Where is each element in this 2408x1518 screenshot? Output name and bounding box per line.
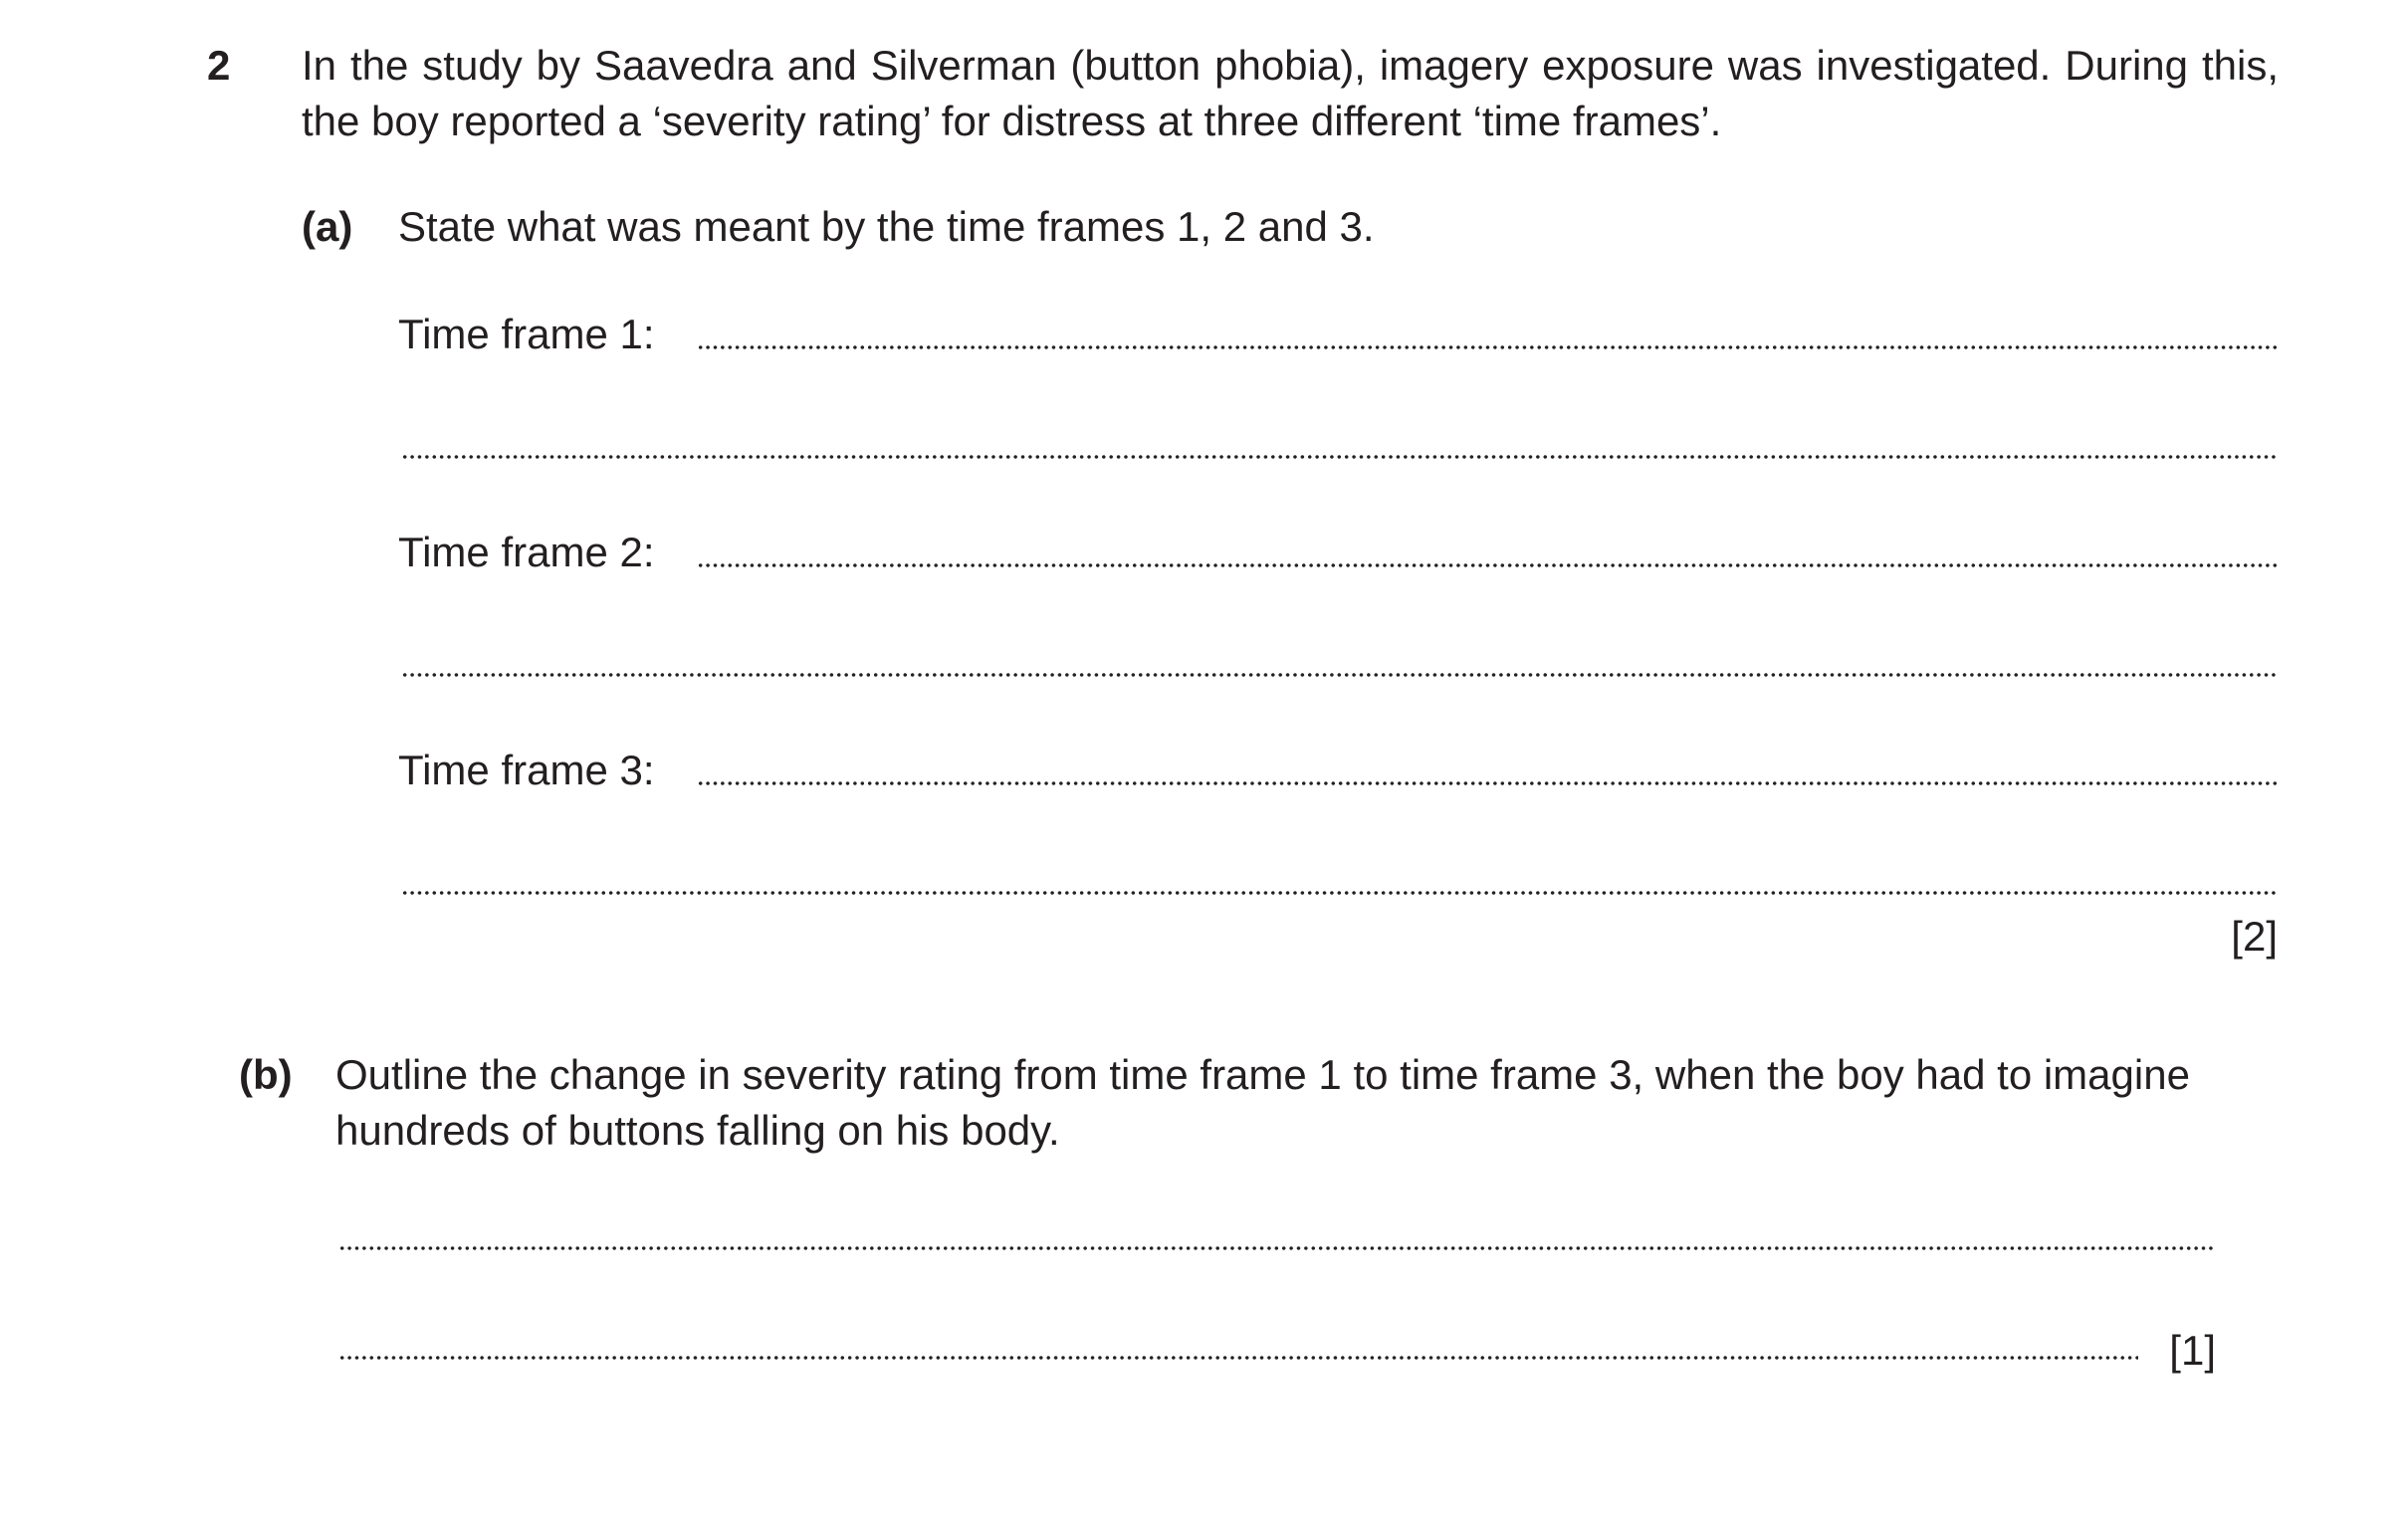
part-a-question: State what was meant by the time frames 1, 2 and 3. (398, 203, 1375, 250)
time-frame-3-answer-line-1[interactable] (697, 781, 2278, 785)
part-b-label: (b) (239, 1051, 293, 1098)
time-frame-1-label: Time frame 1: (398, 311, 655, 357)
part-b-answer-line-2[interactable] (338, 1356, 2138, 1360)
time-frame-2-label: Time frame 2: (398, 529, 655, 575)
part-b-question: Outline the change in severity rating from time frame 1 to time frame 3, when the boy had to imagine hundreds of buttons falling on his body. (335, 1051, 2190, 1154)
time-frame-2-answer-line-2[interactable] (401, 673, 2278, 677)
part-b-answer-line-1[interactable] (338, 1246, 2214, 1250)
part-a-label: (a) (302, 203, 353, 250)
question-number: 2 (207, 42, 231, 89)
time-frame-2-answer-line-1[interactable] (697, 563, 2278, 567)
time-frame-1-answer-line-1[interactable] (697, 345, 2278, 349)
part-b-marks: [1] (2169, 1327, 2216, 1374)
time-frame-3-label: Time frame 3: (398, 747, 655, 793)
time-frame-1-answer-line-2[interactable] (401, 455, 2278, 459)
time-frame-3-answer-line-2[interactable] (401, 891, 2278, 895)
part-a-marks: [2] (2231, 913, 2278, 960)
question-stem: In the study by Saavedra and Silverman (button phobia), imagery exposure was investigated. During this, the boy reported a ‘severity rating’ for distress at three different ‘time frames’. (302, 42, 2279, 144)
